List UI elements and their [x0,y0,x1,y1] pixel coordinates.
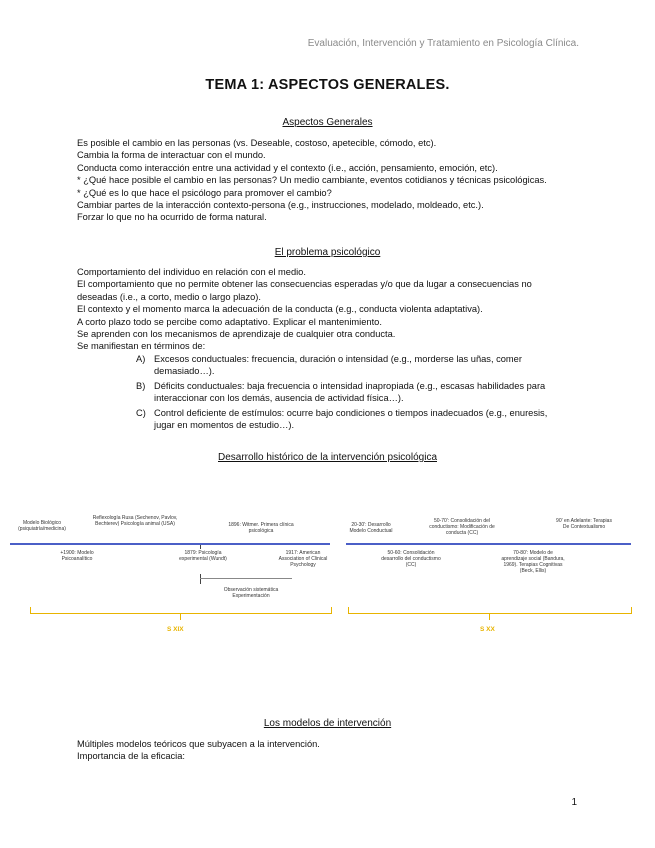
modelos-line: Múltiples modelos teóricos que subyacen a la intervención. [77,739,320,749]
timeline-event: 1896: Witmer. Primera clínica psicológica [228,522,294,534]
timeline-event: 20-30': Desarrollo Modelo Conductual [349,522,393,534]
century-bracket-right [348,607,632,614]
problema-line: Se aprenden con los mecanismos de aprendizaje de cualquier otra conducta. [77,329,396,340]
aspectos-line: Es posible el cambio en las personas (vs. Deseable, costoso, apetecible, cómodo, etc). [77,138,437,148]
list-marker: C) [136,407,146,418]
timeline-event: 50-70': Consolidación del conductismo: Modificación de conducta (CC) [429,518,495,536]
list-marker: B) [136,380,146,391]
problema-line: A corto plazo todo se percibe como adaptativo. Explicar el mantenimiento. [77,316,382,327]
section-heading-problema: El problema psicológico [274,247,381,258]
list-marker: A) [136,354,146,364]
aspectos-line: Cambiar partes de la interacción contexto-persona (e.g., instrucciones, modelado, moldeado, etc.). [77,200,484,211]
section-heading-desarrollo: Desarrollo histórico de la intervención psicológica [218,452,437,463]
century-bracket-right-tip [489,614,490,620]
century-label-xix: S XIX [167,626,184,633]
page-number: 1 [571,797,577,808]
aspectos-line: Conducta como interacción entre una actividad y el contexto (i.e., acción, pensamiento, emoción, etc). [77,162,498,173]
century-bracket-left-tip [180,614,181,620]
timeline-note: Observación sistemática Experimentación [223,587,279,599]
list-item [136,407,556,432]
aspectos-line: * ¿Qué hace posible el cambio en las personas? Un medio cambiante, eventos cotidianos y técnicas psicológicas. [77,175,547,186]
timeline-event: 90' en Adelante: Terapias De Contextualismo [556,518,612,530]
problema-line: El contexto y el momento marca la adecuación de la conducta (e.g., conducta violenta adaptativa). [77,304,483,315]
timeline-event: 50-60: Consolidación desarrollo del conductismo (CC) [381,550,441,568]
aspectos-line: * ¿Qué es lo que hace el psicólogo para promover el cambio? [77,187,332,198]
aspectos-paragraph [77,137,577,224]
problema-list [136,353,556,431]
timeline-axis-left [10,543,330,545]
list-text: Excesos conductuales: frecuencia, duración o intensidad (e.g., morderse las uñas, comer demasiado…). [154,354,522,377]
page-title: TEMA 1: ASPECTOS GENERALES. [205,77,450,93]
modelos-paragraph [77,738,577,763]
list-text: Control deficiente de estímulos: ocurre bajo condiciones o tiempos inadecuados (e.g., enuresis, jugar en momentos de estudio…). [154,407,548,431]
aspectos-line: Forzar lo que no ha ocurrido de forma natural. [77,212,267,223]
timeline-event: 70-80': Modelo de aprendizaje social (Bandura, 1969). Terapias Cognitivas (Beck, Ellis) [501,550,565,574]
section-heading-aspectos: Aspectos Generales [282,117,373,128]
list-item [136,380,556,405]
timeline-event: 1879: Psicología experimental (Wundt) [179,550,227,562]
timeline-event: Reflexología Rusa (Sechenov, Pavlov, Bechterev) Psicología animal (USA) [92,515,178,527]
century-bracket-left [30,607,332,614]
list-item [136,353,556,378]
modelos-line: Importancia de la eficacia: [77,751,186,762]
timeline-connector [200,574,201,584]
problema-line: El comportamiento que no permite obtener las consecuencias esperadas y/o que da lugar a consecuencias no deseadas (i.e., a corto, medio o largo plazo). [77,279,532,302]
document-header: Evaluación, Intervención y Tratamiento en Psicología Clínica. [307,38,579,49]
section-heading-modelos: Los modelos de intervención [263,718,392,729]
timeline-axis-right [346,543,631,545]
problema-paragraph [77,266,577,353]
timeline-tick [200,545,201,549]
timeline-event: Modelo Biológico (psiquiatría/medicina) [18,520,66,532]
century-label-xx: S XX [480,626,495,633]
aspectos-line: Cambia la forma de interactuar con el mundo. [77,150,266,161]
problema-line: Se manifiestan en términos de: [77,341,206,352]
list-text: Déficits conductuales: baja frecuencia o intensidad inapropiada (e.g., escasas habilidades para interaccionar con los demás, ausencia de actividad física…). [154,380,546,404]
timeline-event: +1900: Modelo Psicoanalítico [60,550,94,562]
problema-line: Comportamiento del individuo en relación con el medio. [77,267,306,277]
timeline-event: 1917: American Association of Clinical Psychology [278,550,328,568]
timeline-connector [200,578,292,579]
